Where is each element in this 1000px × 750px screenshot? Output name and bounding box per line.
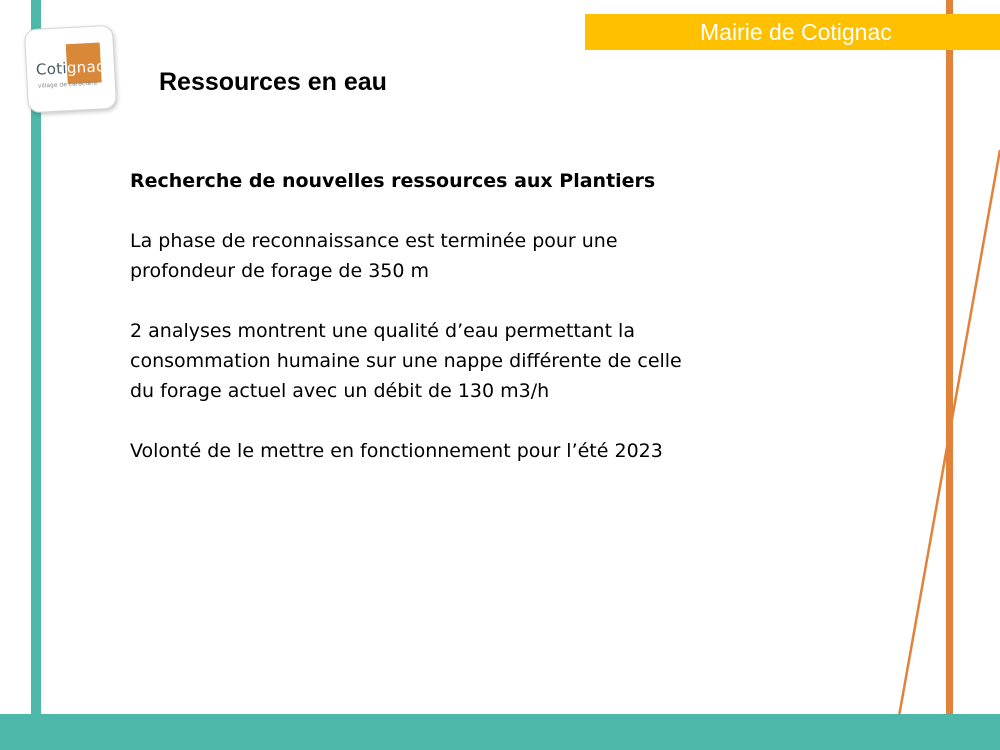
paragraph2-line1: 2 analyses montrent une qualité d’eau permettant la	[130, 320, 635, 342]
page-title: Ressources en eau	[159, 68, 387, 96]
header-bar	[585, 14, 1000, 50]
paragraph2-line2: consommation humaine sur une nappe différente de celle	[130, 350, 682, 372]
logo-wordmark	[36, 57, 105, 79]
paragraph1-line2: profondeur de forage de 350 m	[130, 260, 430, 282]
paragraph2-line3: du forage actuel avec un débit de 130 m3/h	[130, 380, 550, 402]
logo-tagline: village de caractère	[37, 79, 98, 90]
orange-vertical-stripe	[946, 0, 953, 714]
cotignac-logo	[24, 25, 117, 114]
paragraph3: Volonté de le mettre en fonctionnement pour l’été 2023	[130, 440, 663, 462]
logo-word-part2: gnac	[66, 57, 105, 78]
paragraph1-line1: La phase de reconnaissance est terminée pour une	[130, 230, 618, 252]
body-subheading: Recherche de nouvelles ressources aux Plantiers	[130, 170, 656, 192]
slide-body	[130, 166, 750, 466]
teal-bottom-band	[0, 714, 1000, 750]
logo-word-part1: Coti	[35, 59, 68, 79]
header-organization: Mairie de Cotignac	[700, 19, 892, 45]
